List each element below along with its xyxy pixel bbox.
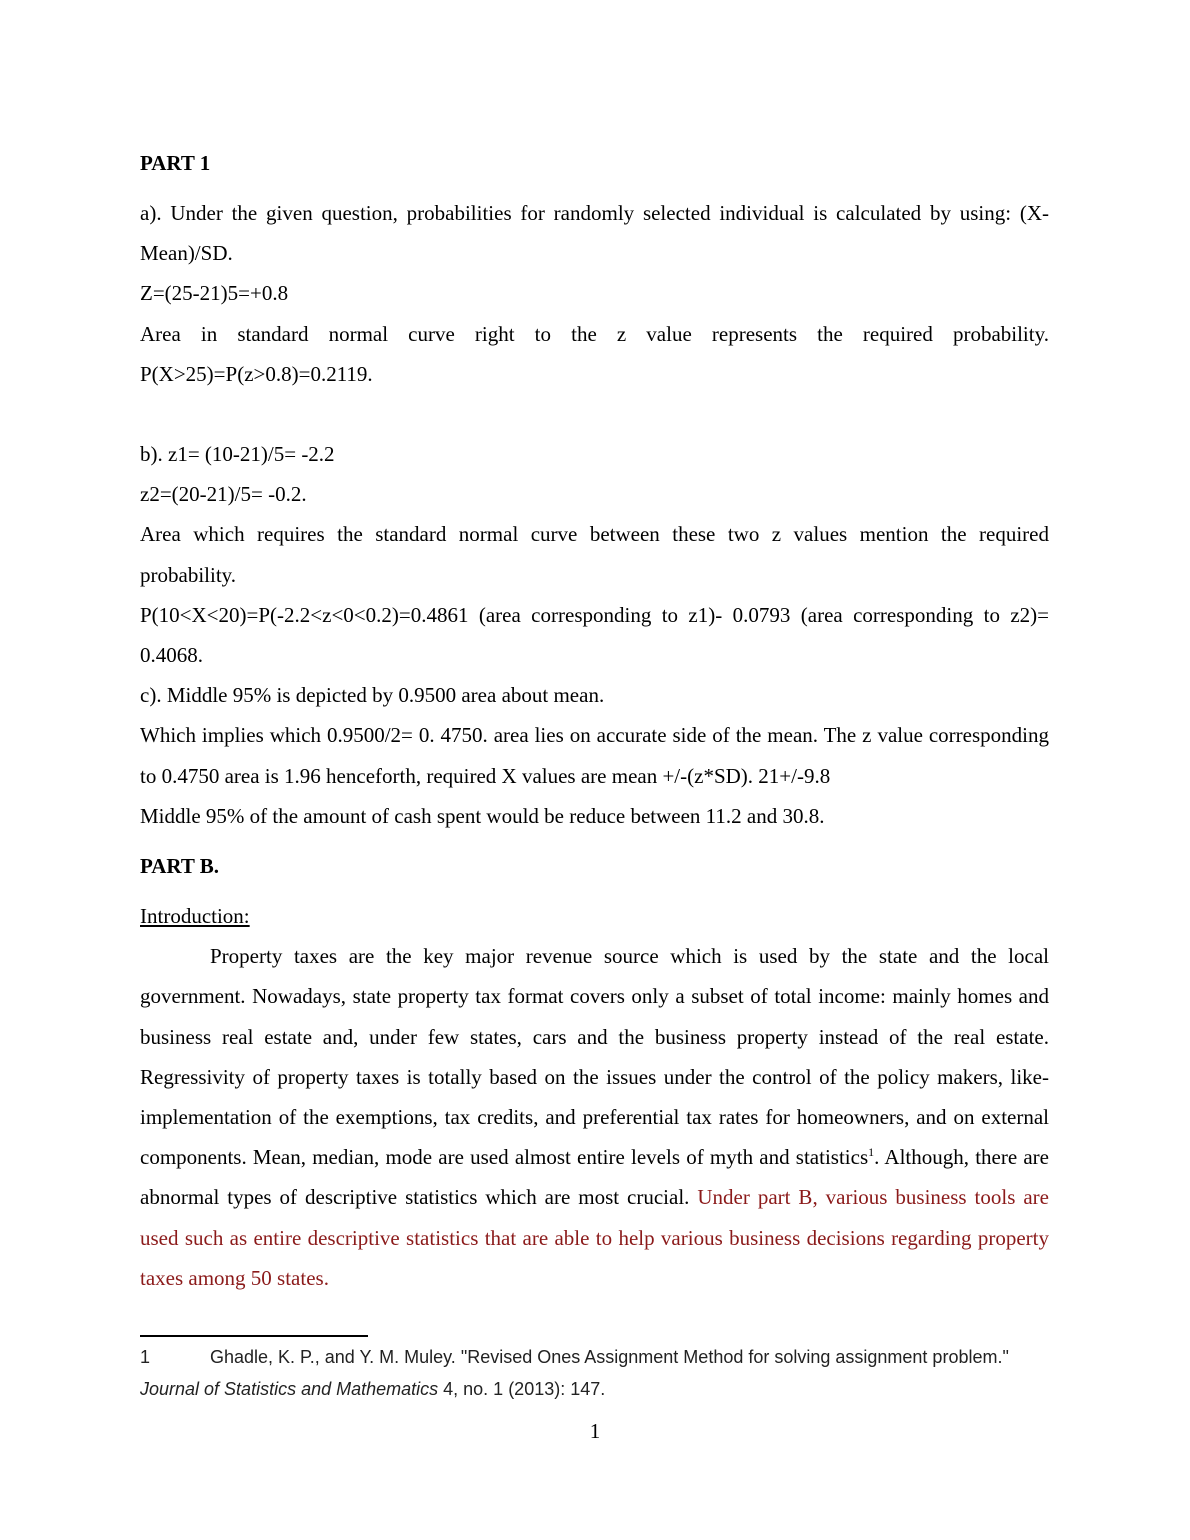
introduction-paragraph [140, 936, 1049, 1298]
part1-b-z2: z2=(20-21)/5= -0.2. [140, 482, 307, 507]
part1-a-z-formula: Z=(25-21)5=+0.8 [140, 281, 289, 306]
introduction-heading: Introduction: [140, 904, 250, 929]
introduction-highlighted-text: Under part B, various business tools are used such as entire descriptive statistics that are able to help various business decisions regarding property taxes among 50 states. [140, 1185, 1049, 1290]
part1-a-paragraph: a). Under the given question, probabilities for randomly selected individual is calculated by using: (X-Mean)/SD. [140, 201, 1049, 266]
blank-line [140, 394, 1049, 434]
introduction-text-1: Property taxes are the key major revenue source which is used by the state and the local government. Nowadays, state property tax format covers only a subset of total income: mainly homes and business real estate and, under few states, cars and the business property instead of the real estate. Regressivity of property taxes is totally based on the issues under the control of the policy makers, like- implementation of the exemptions, tax credits, and preferential tax rates for homeowners, and on external components. Mean, median, mode are used almost entire levels of myth and statistics [140, 944, 1049, 1170]
partB-heading: PART B. [140, 854, 219, 879]
part1-c-conclusion: Middle 95% of the amount of cash spent would be reduce between 11.2 and 30.8. [140, 803, 825, 828]
part1-c-middle: c). Middle 95% is depicted by 0.9500 area about mean. [140, 683, 605, 708]
footnote-text-before: Ghadle, K. P., and Y. M. Muley. "Revised Ones Assignment Method for solving assignment problem." [210, 1347, 1009, 1367]
footnote [140, 1341, 1049, 1405]
footnote-reference[interactable]: 1 [868, 1145, 875, 1160]
part1-a-probability: Area in standard normal curve right to the z value represents the required probability. P(X>25)=P(z>0.8)=0.2119. [140, 321, 1049, 386]
page-number: 1 [589, 1419, 601, 1443]
part1-b-z1: b). z1= (10-21)/5= -2.2 [140, 442, 335, 467]
part1-b-probability: P(10<X<20)=P(-2.2<z<0<0.2)=0.4861 (area corresponding to z1)- 0.0793 (area corresponding to z2)= 0.4068. [140, 602, 1049, 668]
introduction-text-2: . Although, there are abnormal types of descriptive statistics which are most crucial. [140, 1145, 1049, 1210]
document-body [140, 143, 1049, 1298]
footnote-text-after: 4, no. 1 (2013): 147. [438, 1379, 606, 1399]
part1-c-implication: Which implies which 0.9500/2= 0. 4750. area lies on accurate side of the mean. The z value corresponding to 0.4750 area is 1.96 henceforth, required X values are mean +/-(z*SD). 21+/-9.8 [140, 723, 1049, 788]
part1-heading: PART 1 [140, 151, 211, 175]
footnote-number: 1 [140, 1347, 151, 1367]
part1-b-area-text: Area which requires the standard normal curve between these two z values mention the required probability. [140, 522, 1049, 587]
footnote-separator [140, 1335, 368, 1337]
footnote-journal: Journal of Statistics and Mathematics [140, 1379, 439, 1399]
